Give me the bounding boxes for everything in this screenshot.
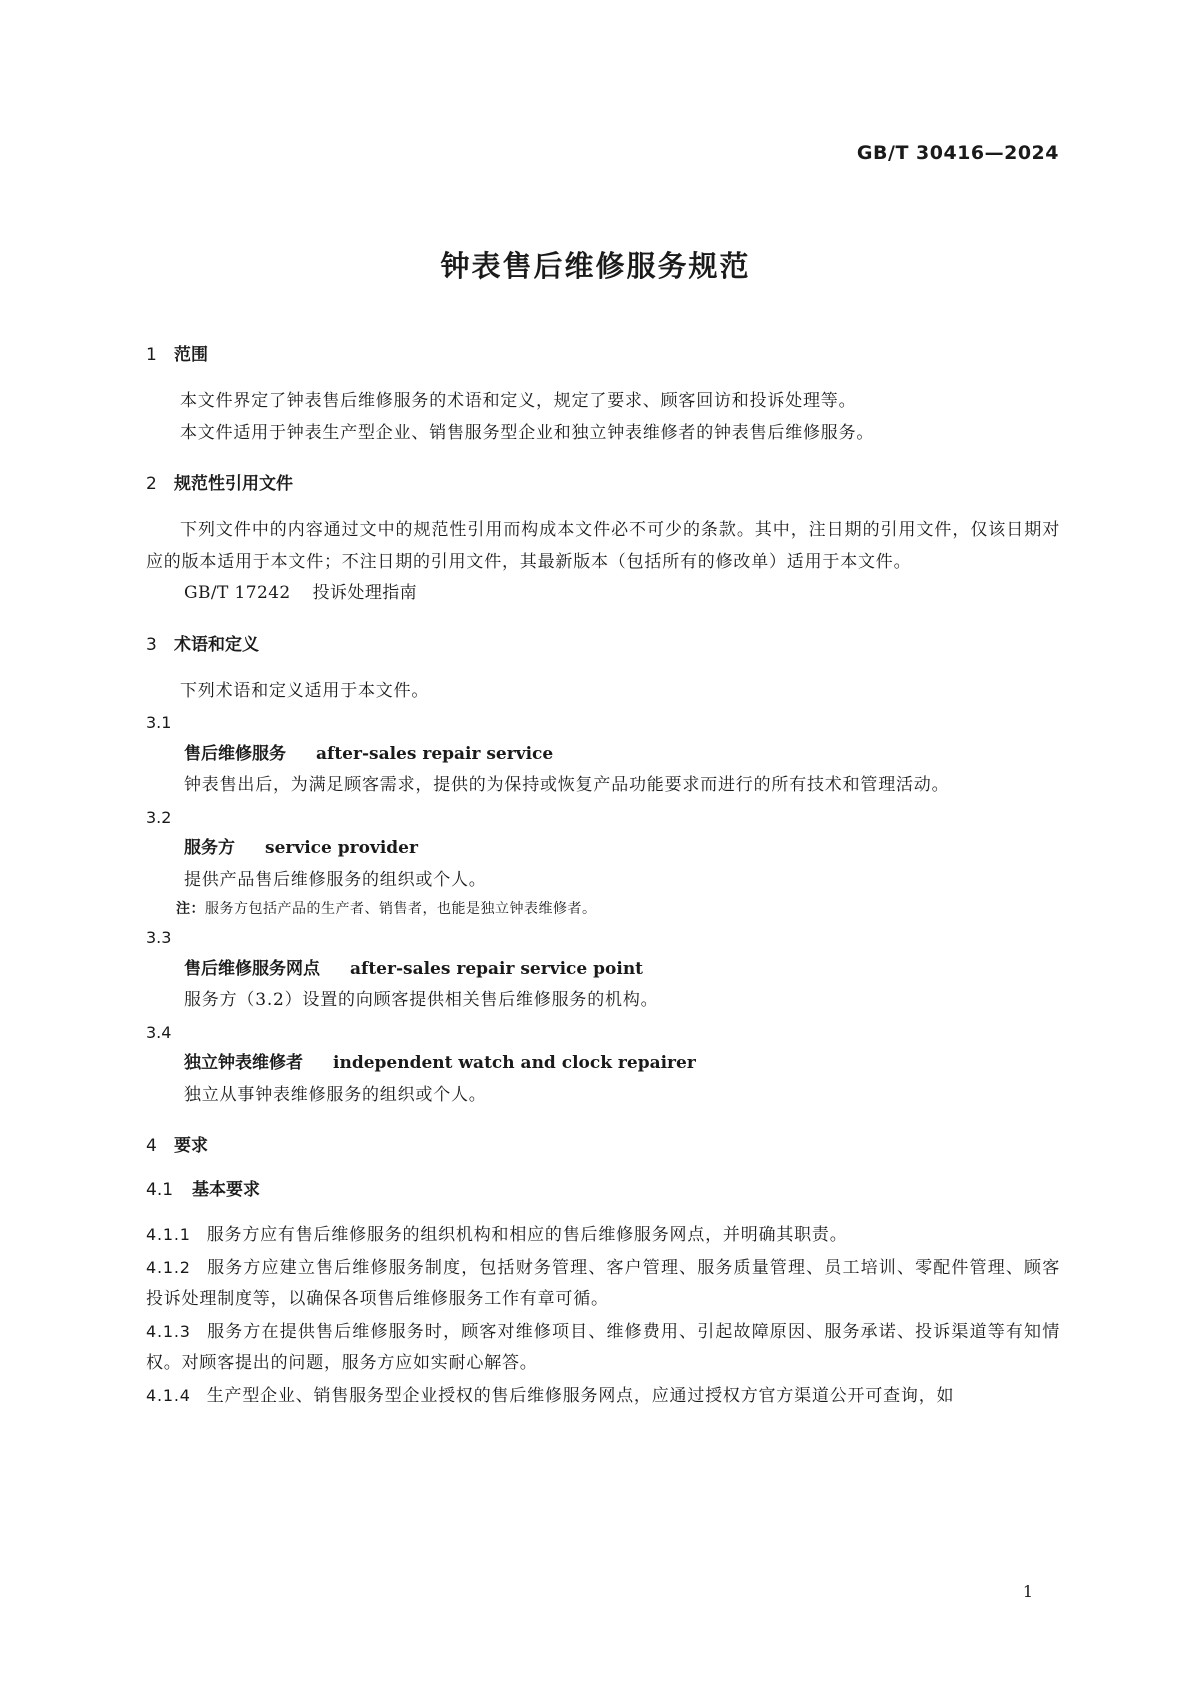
term-number: 3.4 [146,1022,172,1042]
subsection-4-1-heading [146,1175,1060,1205]
term-entry [146,833,1060,865]
section-4-heading [146,1131,1060,1161]
paragraph: 下列文件中的内容通过文中的规范性引用而构成本文件必不可少的条款。其中，注日期的引用文件，仅该日期对应的版本适用于本文件；不注日期的引用文件，其最新版本（包括所有的修改单）适用于本文件。 [146,520,1060,572]
normative-reference [146,578,1060,610]
term-definition: 钟表售出后，为满足顾客需求，提供的为保持或恢复产品功能要求而进行的所有技术和管理活动。 [184,775,950,795]
paragraph: 本文件界定了钟表售后维修服务的术语和定义，规定了要求、顾客回访和投诉处理等。 [180,391,857,411]
term-definition: 服务方（3.2）设置的向顾客提供相关售后维修服务的机构。 [184,990,659,1010]
term-note [146,896,1060,922]
term-en: service provider [265,838,418,858]
term-zh: 售后维修服务网点 [184,958,320,979]
term-en: independent watch and clock repairer [333,1053,696,1073]
note-label: 注： [176,901,205,917]
term-en: after-sales repair service point [350,958,644,979]
section-title: 规范性引用文件 [174,474,293,494]
term-number: 3.1 [146,713,172,732]
section-number: 2 [146,474,157,494]
section-title: 要求 [174,1136,208,1156]
term-zh: 独立钟表维修者 [184,1053,303,1073]
note-text: 服务方包括产品的生产者、销售者，也能是独立钟表维修者。 [205,901,597,917]
clause [146,1316,1060,1380]
clause-text: 服务方应建立售后维修服务制度，包括财务管理、客户管理、服务质量管理、员工培训、零配件管理、顾客投诉处理制度等，以确保各项售后维修服务工作有章可循。 [146,1257,1060,1309]
clause-number: 4.1.3 [146,1321,191,1341]
term-definition: 提供产品售后维修服务的组织或个人。 [184,869,487,890]
section-1-heading [146,340,1060,370]
clause [146,1252,1060,1316]
section-number: 4 [146,1136,157,1156]
document-body [146,340,1060,1412]
section-number: 3 [146,634,157,655]
term-zh: 服务方 [184,838,235,858]
reference-code: GB/T 17242 [184,583,291,603]
term-entry [146,739,1060,771]
clause-number: 4.1.4 [146,1385,191,1405]
clause-number: 4.1.2 [146,1257,191,1277]
paragraph: 下列术语和定义适用于本文件。 [180,680,430,701]
clause-number: 4.1.1 [146,1225,191,1244]
section-title: 术语和定义 [174,634,259,655]
subsection-title: 基本要求 [192,1180,260,1200]
clause-text: 生产型企业、销售服务型企业授权的售后维修服务网点，应通过授权方官方渠道公开可查询，如 [206,1385,955,1406]
clause [146,1219,1060,1252]
clause-text: 服务方应有售后维修服务的组织机构和相应的售后维修服务网点，并明确其职责。 [206,1225,848,1245]
section-title: 范围 [174,345,208,365]
clause [146,1380,1060,1413]
subsection-number: 4.1 [146,1180,174,1200]
term-definition: 独立从事钟表维修服务的组织或个人。 [184,1084,487,1105]
term-zh: 售后维修服务 [184,743,286,764]
section-2-heading [146,469,1060,499]
section-3-heading [146,630,1060,660]
term-entry [146,954,1060,986]
page-number: 1 [1022,1582,1033,1601]
term-number: 3.3 [146,928,172,947]
paragraph: 本文件适用于钟表生产型企业、销售服务型企业和独立钟表维修者的钟表售后维修服务。 [180,422,875,443]
term-number: 3.2 [146,807,172,827]
reference-title: 投诉处理指南 [312,583,418,603]
section-number: 1 [146,345,157,365]
term-entry [146,1048,1060,1080]
document-title: 钟表售后维修服务规范 [440,249,751,283]
term-en: after-sales repair service [316,743,554,764]
clause-text: 服务方在提供售后维修服务时，顾客对维修项目、维修费用、引起故障原因、服务承诺、投诉渠道等有知情权。对顾客提出的问题，服务方应如实耐心解答。 [146,1321,1060,1373]
standard-code: GB/T 30416—2024 [856,142,1059,164]
